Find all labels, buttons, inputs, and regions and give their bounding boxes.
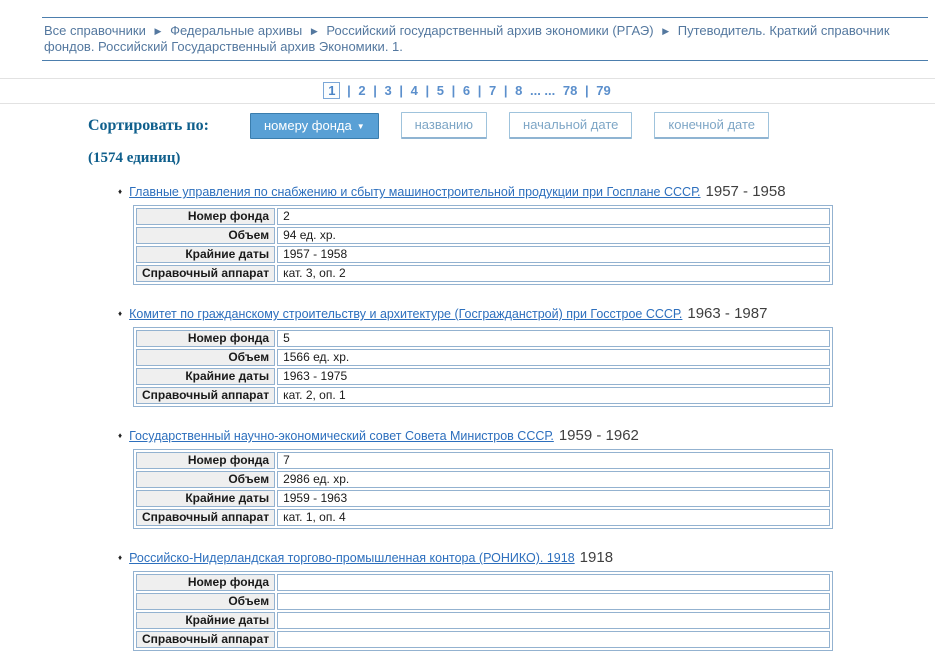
chevron-down-icon: ▼ bbox=[356, 121, 365, 131]
fund-number-label: Номер фонда bbox=[136, 452, 275, 469]
pagination-separator: | bbox=[399, 83, 403, 98]
reference-apparatus-label: Справочный аппарат bbox=[136, 631, 275, 648]
volume-label: Объем bbox=[136, 349, 275, 366]
fond-years: 1959 - 1962 bbox=[558, 427, 639, 444]
table-row bbox=[136, 227, 830, 244]
fond-list-item bbox=[118, 183, 935, 285]
fond-years: 1957 - 1958 bbox=[705, 183, 786, 200]
sort-button-end-date-label: конечной дате bbox=[668, 117, 756, 132]
fond-list-item bbox=[118, 427, 935, 529]
fund-number-value: 2 bbox=[277, 208, 830, 225]
fond-details-table bbox=[133, 449, 833, 529]
pagination-separator: | bbox=[373, 83, 377, 98]
breadcrumb-separator-icon: ▶ bbox=[662, 26, 670, 36]
pagination-page-5[interactable]: 5 bbox=[436, 83, 444, 98]
table-row bbox=[136, 265, 830, 282]
table-row bbox=[136, 330, 830, 347]
sort-button-title[interactable] bbox=[401, 112, 487, 139]
volume-label: Объем bbox=[136, 593, 275, 610]
date-range-value: 1957 - 1958 bbox=[277, 246, 830, 263]
fond-years: 1963 - 1987 bbox=[687, 305, 768, 322]
breadcrumb-link-rgae[interactable]: Российский государственный архив экономики (РГАЭ) bbox=[326, 23, 654, 38]
pagination-page-2[interactable]: 2 bbox=[358, 83, 366, 98]
date-range-label: Крайние даты bbox=[136, 612, 275, 629]
page bbox=[0, 17, 935, 646]
volume-label: Объем bbox=[136, 471, 275, 488]
results-count: (1574 единиц) bbox=[88, 150, 181, 166]
fond-details-table bbox=[133, 327, 833, 407]
fond-title-link[interactable]: Российско-Нидерландская торгово-промышленная контора (РОНИКО). 1918 bbox=[129, 551, 575, 565]
bullet-icon: ♦ bbox=[118, 309, 123, 318]
pagination-separator: | bbox=[503, 83, 508, 98]
table-row bbox=[136, 246, 830, 263]
date-range-value: 1959 - 1963 bbox=[277, 490, 830, 507]
table-row bbox=[136, 509, 830, 526]
fond-title-link[interactable]: Государственный научно-экономический совет Совета Министров СССР. bbox=[129, 429, 554, 443]
sort-button-end-date[interactable] bbox=[654, 112, 769, 139]
breadcrumb-separator-icon: ▶ bbox=[310, 26, 318, 36]
fond-title-link[interactable]: Комитет по гражданскому строительству и архитектуре (Госгражданстрой) при Госстрое СССР. bbox=[129, 307, 683, 321]
pagination-separator: | bbox=[347, 83, 351, 98]
date-range-label: Крайние даты bbox=[136, 246, 275, 263]
table-row bbox=[136, 387, 830, 404]
fond-title-row bbox=[118, 305, 935, 323]
fund-number-value: 5 bbox=[277, 330, 830, 347]
bullet-icon: ♦ bbox=[118, 431, 123, 440]
sort-button-fund-number-label: номеру фонда bbox=[264, 117, 352, 133]
fond-title-row bbox=[118, 183, 935, 201]
reference-apparatus-label: Справочный аппарат bbox=[136, 509, 275, 526]
pagination-page-79[interactable]: 79 bbox=[596, 83, 611, 98]
table-row bbox=[136, 349, 830, 366]
volume-value: 1566 ед. хр. bbox=[277, 349, 830, 366]
pagination-ellipsis: ... ... bbox=[529, 83, 556, 98]
table-row bbox=[136, 574, 830, 591]
fond-title-row bbox=[118, 549, 935, 567]
reference-apparatus-value: кат. 3, оп. 2 bbox=[277, 265, 830, 282]
fond-years: 1918 bbox=[579, 549, 614, 566]
breadcrumb-current-page: Путеводитель. Краткий справочник фондов. Российский Государственный архив Экономики. 1. bbox=[44, 23, 890, 54]
sort-controls bbox=[88, 112, 935, 139]
date-range-label: Крайние даты bbox=[136, 490, 275, 507]
table-row bbox=[136, 612, 830, 629]
pagination-page-8[interactable]: 8 bbox=[515, 83, 523, 98]
breadcrumb bbox=[42, 17, 928, 61]
pagination-page-6[interactable]: 6 bbox=[462, 83, 471, 98]
fond-details-table bbox=[133, 571, 833, 651]
fund-number-label: Номер фонда bbox=[136, 574, 275, 591]
reference-apparatus-value: кат. 2, оп. 1 bbox=[277, 387, 830, 404]
pagination bbox=[0, 78, 935, 104]
breadcrumb-link-federal-archives[interactable]: Федеральные архивы bbox=[170, 23, 303, 38]
pagination-separator: | bbox=[477, 83, 482, 98]
fond-list-item bbox=[118, 549, 935, 651]
table-row bbox=[136, 452, 830, 469]
pagination-page-3[interactable]: 3 bbox=[384, 83, 392, 98]
pagination-separator: | bbox=[425, 83, 430, 98]
reference-apparatus-label: Справочный аппарат bbox=[136, 387, 275, 404]
fund-number-label: Номер фонда bbox=[136, 330, 275, 347]
fund-number-label: Номер фонда bbox=[136, 208, 275, 225]
bullet-icon: ♦ bbox=[118, 553, 123, 562]
table-row bbox=[136, 490, 830, 507]
table-row bbox=[136, 208, 830, 225]
fond-list-item bbox=[118, 305, 935, 407]
volume-value: 2986 ед. хр. bbox=[277, 471, 830, 488]
fond-details-table bbox=[133, 205, 833, 285]
pagination-current-page: 1 bbox=[323, 82, 340, 99]
reference-apparatus-value: кат. 1, оп. 4 bbox=[277, 509, 830, 526]
reference-apparatus-value bbox=[277, 631, 830, 648]
pagination-page-4[interactable]: 4 bbox=[410, 83, 418, 98]
date-range-value bbox=[277, 612, 830, 629]
fund-number-value: 7 bbox=[277, 452, 830, 469]
pagination-page-7[interactable]: 7 bbox=[489, 83, 497, 98]
pagination-separator: | bbox=[585, 83, 589, 98]
table-row bbox=[136, 593, 830, 610]
table-row bbox=[136, 471, 830, 488]
table-row bbox=[136, 368, 830, 385]
sort-by-label: Сортировать по: bbox=[88, 116, 209, 134]
volume-value: 94 ед. хр. bbox=[277, 227, 830, 244]
bullet-icon: ♦ bbox=[118, 187, 123, 196]
pagination-separator: | bbox=[451, 83, 456, 98]
date-range-value: 1963 - 1975 bbox=[277, 368, 830, 385]
breadcrumb-separator-icon: ▶ bbox=[154, 26, 162, 36]
sort-button-start-date-label: начальной дате bbox=[523, 117, 619, 132]
breadcrumb-link-all-directories[interactable]: Все справочники bbox=[44, 23, 146, 38]
fund-number-value bbox=[277, 574, 830, 591]
table-row bbox=[136, 631, 830, 648]
reference-apparatus-label: Справочный аппарат bbox=[136, 265, 275, 282]
fond-title-link[interactable]: Главные управления по снабжению и сбыту машиностроительной продукции при Госплане СССР. bbox=[129, 185, 701, 199]
fond-title-row bbox=[118, 427, 935, 445]
volume-label: Объем bbox=[136, 227, 275, 244]
pagination-page-78[interactable]: 78 bbox=[562, 83, 578, 98]
date-range-label: Крайние даты bbox=[136, 368, 275, 385]
sort-button-title-label: названию bbox=[414, 117, 474, 132]
sort-button-start-date[interactable] bbox=[509, 112, 632, 139]
sort-button-fund-number[interactable] bbox=[250, 113, 379, 139]
volume-value bbox=[277, 593, 830, 610]
